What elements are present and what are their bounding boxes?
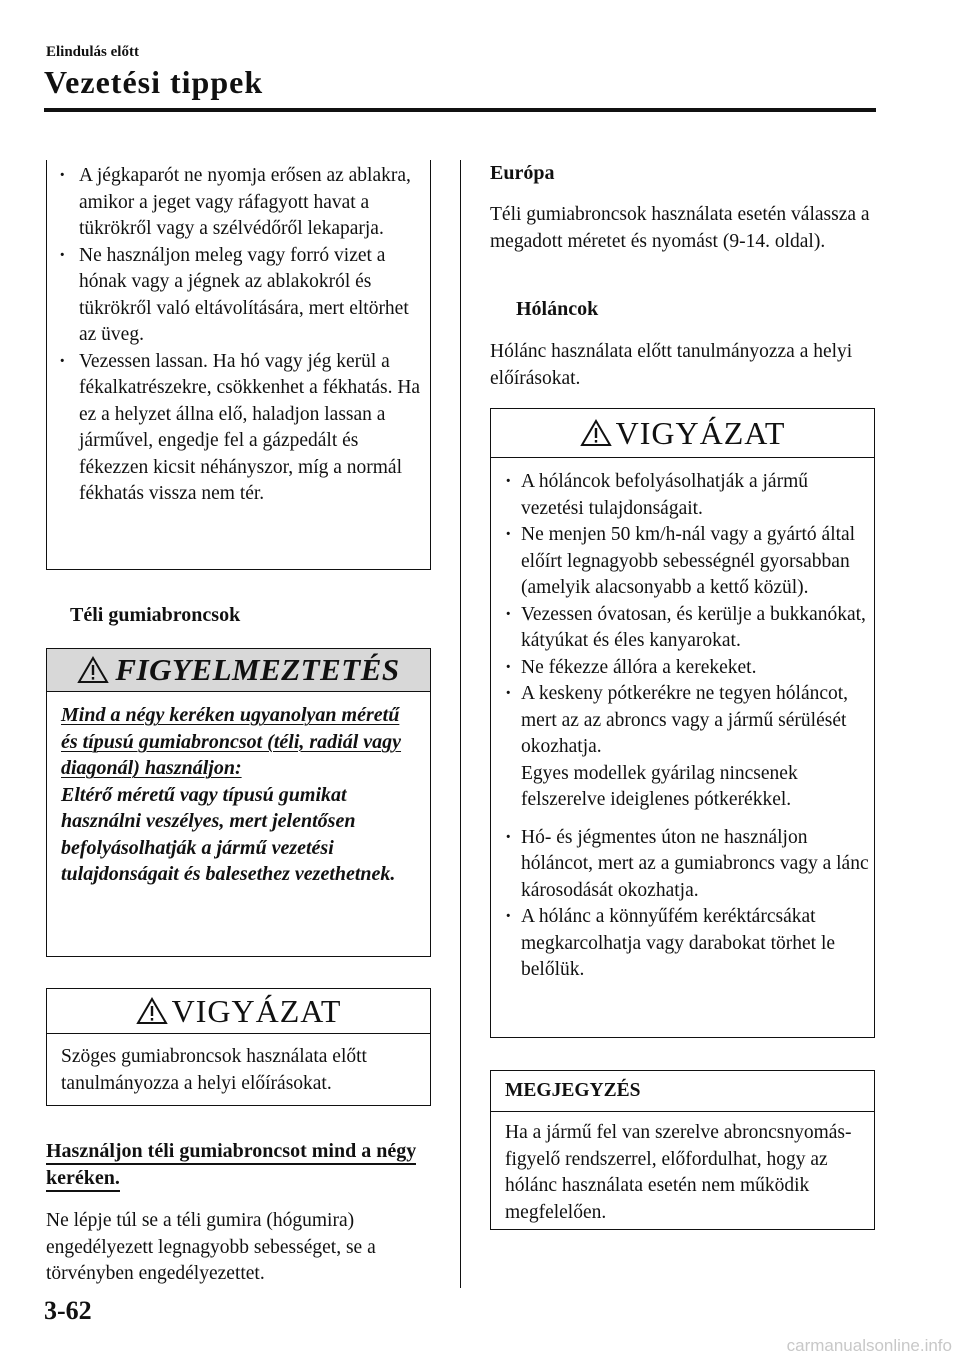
winter-driving-bullets-box xyxy=(46,160,431,570)
list-item: · Hó- és jégmentes úton ne használjon hóláncot, mert az a gumiabroncs vagy a lánc károsodását okozhatja. xyxy=(491,825,874,905)
four-wheels-heading-text: Használjon téli gumiabroncsot mind a négy keréken. xyxy=(46,1140,416,1192)
warning-body xyxy=(47,692,430,888)
warning-title: FIGYELMEZTETÉS xyxy=(115,652,400,687)
winter-driving-bullet-list xyxy=(47,163,430,508)
warning-box xyxy=(46,648,431,957)
caution-text: Szöges gumiabroncsok használata előtt tanulmányozza a helyi előírásokat. xyxy=(61,1046,367,1094)
warning-triangle-icon xyxy=(580,419,612,447)
warning-triangle-icon xyxy=(77,656,109,684)
section-label: Elindulás előtt xyxy=(46,44,139,60)
note-box xyxy=(490,1070,875,1230)
list-item: · Vezessen óvatosan, és kerülje a bukkanókat, kátyúkat és éles kanyarokat. xyxy=(491,602,874,655)
snow-chains-bullet-list-continued xyxy=(491,825,874,984)
europe-heading: Európa xyxy=(490,162,555,184)
winter-tires-heading: Téli gumiabroncsok xyxy=(70,604,241,626)
column-divider xyxy=(460,160,461,1288)
note-title: MEGJEGYZÉS xyxy=(491,1071,874,1112)
list-item: · Ne menjen 50 km/h-nál vagy a gyártó által előírt legnagyobb sebességnél gyorsabban (amelyik alacsonyabb a kettő közül). xyxy=(491,522,874,602)
europe-text: Téli gumiabroncsok használata esetén válassza a megadott méretet és nyomást (9-14. oldal). xyxy=(490,204,870,252)
list-item: · A jégkaparót ne nyomja erősen az ablakra, amikor a jeget vagy ráfagyott havat a tükrökről vagy a szélvédőről lekaparja. xyxy=(47,163,430,243)
list-item: · Vezessen lassan. Ha hó vagy jég kerül a fékalkatrészekre, csökkenhet a fékhatás. Ha ez a helyzet állna elő, haladjon lassan a járművel, engedje fel a gázpedált és fékezzen kicsit néhányszor, míg a normál fékhatás vissza nem tér. xyxy=(47,349,430,508)
note-text: Ha a jármű fel van szerelve abroncsnyomás-figyelő rendszerrel, előfordulhat, hogy az hólánc használata esetén nem működik megfelelően. xyxy=(505,1122,852,1223)
list-item: · Ne fékezze állóra a kerekeket. xyxy=(491,655,874,682)
page-number: 3-62 xyxy=(44,1296,92,1325)
spare-tire-note: Egyes modellek gyárilag nincsenek felszerelve ideiglenes pótkerékkel. xyxy=(521,762,798,810)
warning-triangle-icon xyxy=(136,997,168,1025)
snow-chains-bullet-list xyxy=(491,469,874,761)
list-item: · Ne használjon meleg vagy forró vizet a hónak vagy a jégnek az ablakokról és tükrökről való eltávolítására, mert eltörhet az üveg. xyxy=(47,243,430,349)
list-item: · A hólánc a könnyűfém keréktárcsákat megkarcolhatja vagy darabokat törhet le belőlük. xyxy=(491,904,874,984)
title-rule xyxy=(44,108,876,112)
warning-underlined-text: Mind a négy keréken ugyanolyan méretű és típusú gumiabroncsot (téli, radiál vagy diagonál) használjon: xyxy=(61,704,402,779)
studded-tires-caution-box xyxy=(46,988,431,1106)
caution-title: VIGYÁZAT xyxy=(171,992,342,1029)
watermark: carmanualsonline.info xyxy=(786,1336,952,1355)
warning-text: Eltérő méretű vagy típusú gumikat használni veszélyes, mert jelentősen befolyásolhatják a jármű vezetési tulajdonságait és balesethez vezethetnek. xyxy=(61,783,396,885)
snow-chains-heading: Hóláncok xyxy=(516,298,599,320)
caution-header xyxy=(47,989,430,1034)
snow-chains-caution-box xyxy=(490,408,875,1038)
speed-paragraph: Ne lépje túl se a téli gumira (hógumira) engedélyezett legnagyobb sebességet, se a törvényben engedélyezettet. xyxy=(46,1210,376,1284)
caution-title: VIGYÁZAT xyxy=(615,414,786,451)
page-title: Vezetési tippek xyxy=(44,64,264,100)
caution-header xyxy=(491,409,874,458)
warning-header xyxy=(47,649,430,692)
snow-chains-text: Hólánc használata előtt tanulmányozza a helyi előírásokat. xyxy=(490,341,853,389)
list-item: · A hóláncok befolyásolhatják a jármű vezetési tulajdonságait. xyxy=(491,469,874,522)
list-item: · A keskeny pótkerékre ne tegyen hóláncot, mert az az abroncs vagy a jármű sérülését okozhatja. xyxy=(491,681,874,761)
four-wheels-heading xyxy=(46,1138,431,1192)
